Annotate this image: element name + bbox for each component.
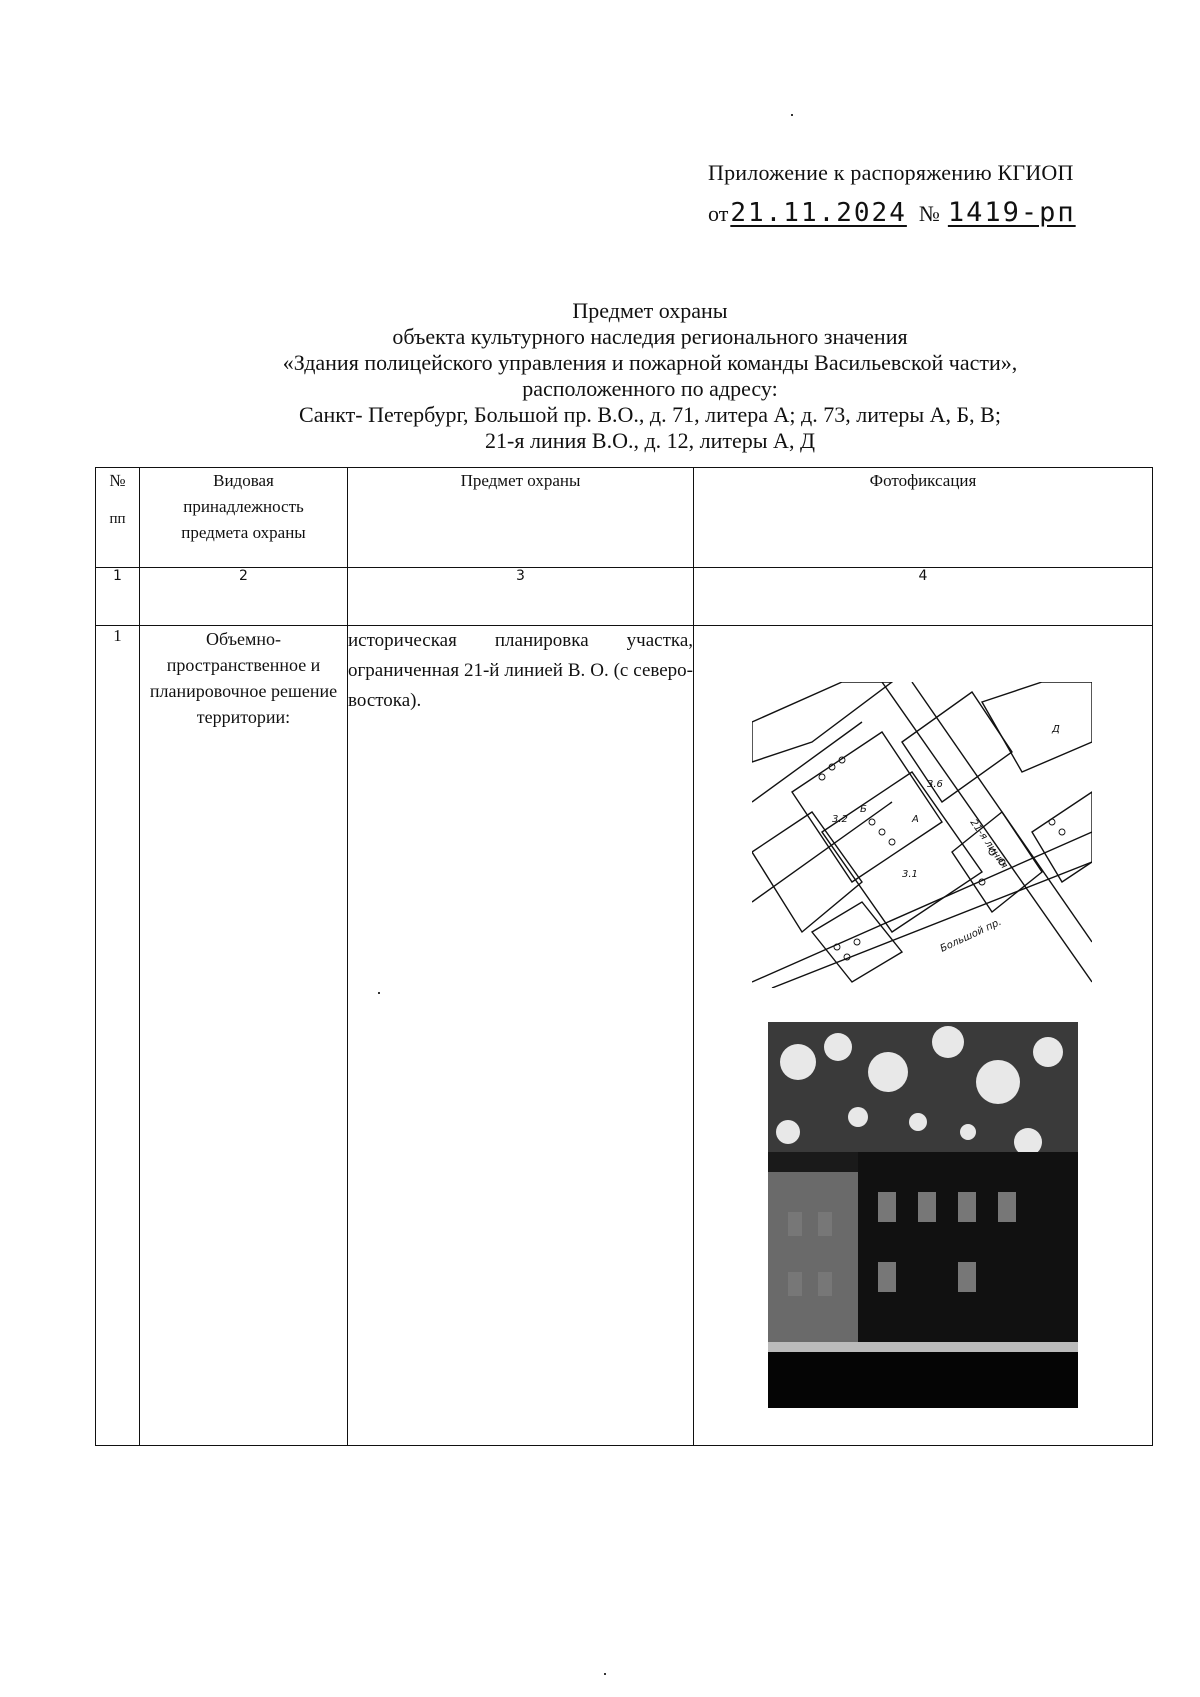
title-line-4: расположенного по адресу: [522,376,778,401]
map-label-street: 21-я линия [967,817,1010,871]
title-line-6: 21-я линия В.О., д. 12, литеры А, Д [485,428,815,453]
header-subject: Предмет охраны [348,468,694,568]
title-line-3: «Здания полицейского управления и пожарной команды Васильевской части», [282,350,1018,375]
scan-speck [378,992,380,994]
handwritten-number: 1419-рп [947,197,1076,228]
map-label-31: 3.1 [902,869,918,880]
from-label: от [708,201,729,226]
handwritten-date: 21.11.2024 [730,198,907,228]
order-reference [708,197,1076,228]
title-line-2: объекта культурного наследия регионального значения [392,324,908,349]
row-number: 1 [96,626,140,1446]
title-line-5: Санкт- Петербург, Большой пр. В.О., д. 71, литера А; д. 73, литеры А, Б, В; [299,402,1001,427]
appendix-heading: Приложение к распоряжению КГИОП [708,160,1074,185]
protection-subject-table [95,467,1153,1446]
map-label-d: Д [1052,724,1060,735]
row-category: Объемно-пространственное и планировочное решение территории: [140,626,348,1446]
photo-cell [694,626,1153,1446]
site-plan-image [752,682,1092,988]
column-number-3: 3 [348,568,694,626]
scan-speck [791,114,793,116]
header-number: № пп [96,468,140,568]
building-photo-image [768,1022,1078,1408]
number-label: № [918,201,940,226]
title-line-1: Предмет охраны [572,298,728,323]
header-photo: Фотофиксация [694,468,1153,568]
column-number-1: 1 [96,568,140,626]
column-number-4: 4 [694,568,1153,626]
header-category: Видовая принадлежность предмета охраны [140,468,348,568]
column-number-2: 2 [140,568,348,626]
document-title [200,298,1100,454]
map-label-32: 3.2 [832,814,848,825]
table-row [96,626,1153,1446]
map-label-36: 3.6 [927,779,943,790]
scan-speck [604,1673,606,1675]
table-header-row [96,468,1153,568]
map-label-a: А [912,814,919,825]
map-label-b: Б [860,804,867,815]
row-subject: историческая планировка участка, ограниченная 21-й линией В. О. (с северо-востока). [348,626,694,1446]
column-number-row [96,568,1153,626]
map-label-avenue: Большой пр. [938,916,1004,955]
